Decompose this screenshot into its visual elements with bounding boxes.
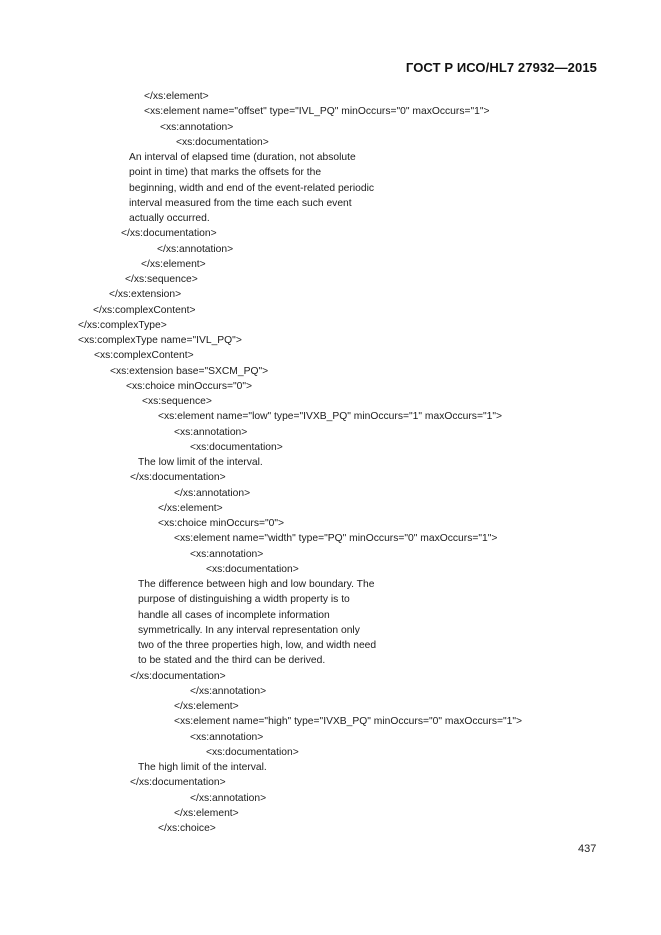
code-line: to be stated and the third can be derived. <box>138 655 326 667</box>
document-header-title: ГОСТ Р ИСО/HL7 27932—2015 <box>405 60 597 75</box>
code-line: <xs:documentation> <box>190 441 283 453</box>
code-line: <xs:choice minOccurs="0"> <box>126 380 253 392</box>
code-line: <xs:annotation> <box>160 121 234 133</box>
code-line: symmetrically. In any interval representation only <box>138 624 360 636</box>
code-line: <xs:element name="low" type="IVXB_PQ" minOccurs="1" maxOccurs="1"> <box>158 411 503 423</box>
code-line: <xs:choice minOccurs="0"> <box>158 518 285 529</box>
code-line: <xs:documentation> <box>206 746 299 758</box>
code-line: </xs:sequence> <box>125 274 198 285</box>
code-line: </xs:documentation> <box>130 777 226 789</box>
code-line: <xs:element name="offset" type="IVL_PQ" minOccurs="0" maxOccurs="1"> <box>144 106 490 118</box>
code-line: The difference between high and low boundary. The <box>138 579 375 590</box>
code-line: actually occurred. <box>129 213 210 224</box>
code-line: The low limit of the interval. <box>138 457 263 468</box>
code-line: </xs:choice> <box>158 823 216 834</box>
code-line: </xs:annotation> <box>190 792 267 804</box>
code-line: </xs:documentation> <box>130 472 226 484</box>
code-line: <xs:documentation> <box>206 563 299 575</box>
code-line: </xs:element> <box>144 91 209 102</box>
code-line: <xs:complexContent> <box>94 350 194 362</box>
code-line: <xs:element name="width" type="PQ" minOccurs="0" maxOccurs="1"> <box>174 533 498 545</box>
code-line: <xs:complexType name="IVL_PQ"> <box>78 335 242 346</box>
code-line: <xs:annotation> <box>174 426 248 438</box>
code-line: </xs:complexType> <box>78 319 167 331</box>
code-line: <xs:documentation> <box>176 136 269 148</box>
code-line: </xs:element> <box>141 258 206 270</box>
code-line: </xs:annotation> <box>157 243 234 255</box>
code-line: point in time) that marks the offsets for the <box>129 167 322 179</box>
code-line: </xs:annotation> <box>174 487 251 499</box>
code-line: interval measured from the time each such event <box>129 197 352 209</box>
code-line: <xs:annotation> <box>190 731 264 743</box>
page-number: 437 <box>578 843 597 855</box>
code-line: <xs:extension base="SXCM_PQ"> <box>110 365 269 377</box>
code-line: </xs:annotation> <box>190 685 267 697</box>
code-line: </xs:extension> <box>109 289 182 301</box>
code-line: two of the three properties high, low, and width need <box>138 640 377 651</box>
code-line: The high limit of the interval. <box>138 762 267 773</box>
code-line: An interval of elapsed time (duration, not absolute <box>129 152 356 163</box>
code-line: <xs:annotation> <box>190 548 264 560</box>
code-line: handle all cases of incomplete information <box>138 609 330 621</box>
code-line: </xs:element> <box>174 701 239 712</box>
code-line: beginning, width and end of the event-related periodic <box>129 182 375 194</box>
code-line: </xs:complexContent> <box>93 304 196 316</box>
code-line: </xs:documentation> <box>121 228 217 240</box>
code-line: </xs:element> <box>158 502 223 514</box>
code-line: </xs:documentation> <box>130 670 226 682</box>
code-line: <xs:element name="high" type="IVXB_PQ" minOccurs="0" maxOccurs="1"> <box>174 716 523 728</box>
code-line: <xs:sequence> <box>142 396 212 407</box>
code-line: </xs:element> <box>174 807 239 819</box>
code-line: purpose of distinguishing a width property is to <box>138 594 350 606</box>
